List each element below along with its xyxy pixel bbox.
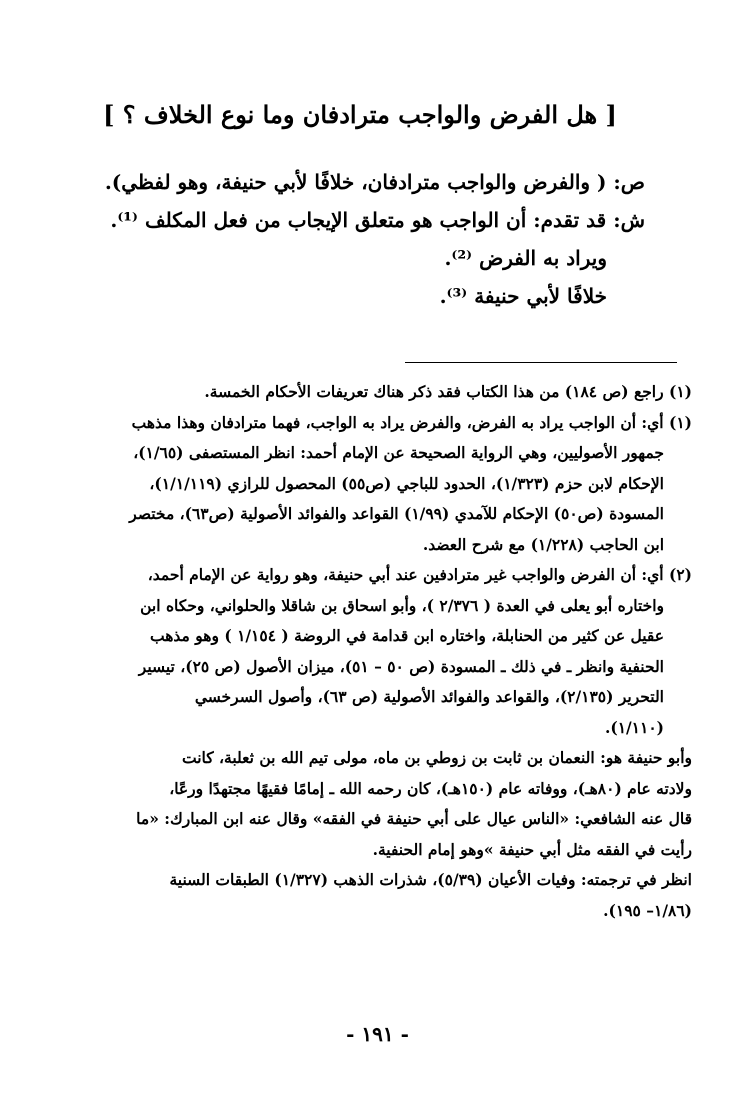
footnote-line: الإحكام لابن حزم (١/٣٢٣)، الحدود للباجي (ص٥٥) المحصول للرازي (١/١/١١٩)،: [149, 473, 664, 493]
footnote-separator: [405, 362, 677, 363]
footnote-line: (١) أي: أن الواجب يراد به الفرض، والفرض يراد به الواجب، فهما مترادفان وهذا مذهب: [131, 412, 692, 432]
footnote-line: (١) راجع (ص ١٨٤) من هذا الكتاب فقد ذكر هناك تعريفات الأحكام الخمسة.: [204, 382, 692, 401]
footnote: [60, 377, 692, 408]
text-line-hanifa: خلافًا لأبي حنيفة ⁽³⁾.: [439, 284, 607, 308]
main-text: [104, 170, 645, 324]
footnote-line: وأبو حنيفة هو: النعمان بن ثابت بن زوطي بن ماه، مولى تيم الله بن ثعلبة، كانت: [182, 748, 692, 767]
footnote-line: المسودة (ص٥٠) الإحكام للآمدي (١/٩٩) القواعد والفوائد الأصولية (ص٦٣)، مختصر: [129, 504, 664, 523]
footnote-line: (١/٨٦– ١٩٥).: [603, 900, 692, 920]
footnote: [60, 560, 692, 743]
footnote: [60, 408, 692, 561]
footnote: [60, 743, 692, 865]
text-line-sad: ص: ( والفرض والواجب مترادفان، خلافًا لأبي حنيفة، وهو لفظي).: [104, 170, 645, 194]
footnote: [60, 865, 692, 926]
footnote-line: ولادته عام (٨٠هـ)، ووفاته عام (١٥٠هـ)، كان رحمه الله ـ إمامًا فقيهًا مجتهدًا ورعًا،: [169, 778, 692, 798]
section-heading: [ هل الفرض والواجب مترادفان وما نوع الخلاف ؟ ]: [103, 100, 617, 129]
page-number: - ١٩١ -: [346, 1022, 409, 1046]
footnote-line: ابن الحاجب (١/٢٢٨) مع شرح العضد.: [422, 534, 664, 554]
text-line-shin: ش: قد تقدم: أن الواجب هو متعلق الإيجاب من فعل المكلف ⁽¹⁾.: [110, 208, 645, 232]
footnotes: [60, 377, 692, 926]
footnote-line: عقيل عن كثير من الحنابلة، واختاره ابن قدامة في الروضة ( ١/١٥٤ ) وهو مذهب: [150, 626, 664, 645]
footnote-line: انظر في ترجمته: وفيات الأعيان (٥/٣٩)، شذرات الذهب (١/٣٢٧) الطبقات السنية: [169, 870, 692, 889]
footnote-line: جمهور الأصوليين، وهي الرواية الصحيحة عن الإمام أحمد: انظر المستصفى (١/٦٥)،: [133, 443, 664, 462]
footnote-line: (١/١١٠).: [604, 717, 664, 737]
footnote-line: الحنفية وانظر ـ في ذلك ـ المسودة (ص ٥٠ – ٥١)، ميزان الأصول (ص ٢٥)، تيسير: [138, 656, 664, 676]
footnote-line: رأيت في الفقه مثل أبي حنيفة »وهو إمام الحنفية.: [372, 839, 692, 859]
footnote-line: قال عنه الشافعي: «الناس عيال على أبي حنيفة في الفقه» وقال عنه ابن المبارك: «ما: [136, 809, 692, 828]
footnote-line: التحرير (٢/١٣٥)، والقواعد والفوائد الأصولية (ص ٦٣)، وأصول السرخسي: [194, 687, 664, 706]
text-line-synonym: ويراد به الفرض ⁽²⁾.: [444, 246, 607, 270]
footnote-line: واختاره أبو يعلى في العدة ( ٢/٣٧٦ )، وأبو اسحاق بن شاقلا والحلواني، وحكاه ابن: [140, 595, 664, 615]
footnote-line: (٢) أي: أن الفرض والواجب غير مترادفين عند أبي حنيفة، وهو رواية عن الإمام أحمد،: [147, 565, 692, 584]
